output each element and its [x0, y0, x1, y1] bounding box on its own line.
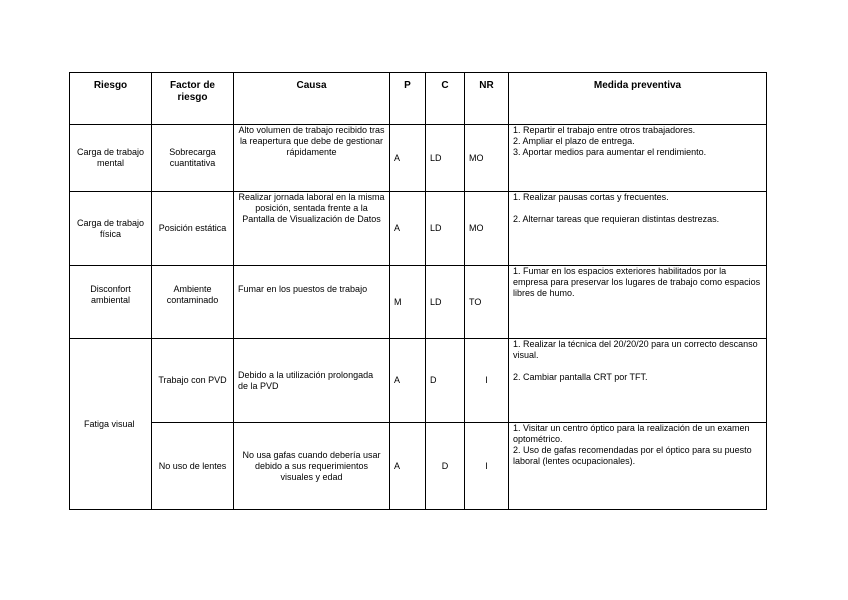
causa-cell: Fumar en los puestos de trabajo — [234, 266, 390, 339]
header-p: P — [390, 73, 426, 125]
c-cell: D — [426, 339, 465, 423]
riesgo-cell: Carga de trabajo física — [70, 192, 152, 266]
c-cell: LD — [426, 192, 465, 266]
medida-item: 1. Fumar en los espacios exteriores habilitados por la empresa para preservar los lugares de trabajo como espacios libres de humo. — [513, 266, 761, 298]
nr-cell: MO — [465, 125, 509, 192]
factor-cell: Sobrecarga cuantitativa — [152, 125, 234, 192]
medida-cell — [509, 192, 767, 266]
c-cell: LD — [426, 125, 465, 192]
causa-cell: Realizar jornada laboral en la misma posición, sentada frente a la Pantalla de Visualización de Datos — [234, 192, 390, 266]
header-riesgo: Riesgo — [70, 73, 152, 125]
c-cell: D — [426, 423, 465, 510]
c-cell: LD — [426, 266, 465, 339]
table-row — [70, 266, 767, 339]
medida-item: 2. Cambiar pantalla CRT por TFT. — [513, 372, 648, 382]
medida-item: 1. Visitar un centro óptico para la realización de un examen optométrico. — [513, 423, 750, 444]
nr-cell: I — [465, 423, 509, 510]
nr-cell: TO — [465, 266, 509, 339]
medida-item: 2. Ampliar el plazo de entrega. — [513, 136, 635, 146]
header-medida: Medida preventiva — [509, 73, 767, 125]
medida-item: 1. Realizar pausas cortas y frecuentes. — [513, 192, 669, 202]
causa-cell: Alto volumen de trabajo recibido tras la reapertura que debe de gestionar rápidamente — [234, 125, 390, 192]
p-cell: A — [390, 125, 426, 192]
header-causa: Causa — [234, 73, 390, 125]
table-row — [70, 423, 767, 510]
nr-cell: I — [465, 339, 509, 423]
medida-item: 1. Repartir el trabajo entre otros trabajadores. — [513, 125, 696, 135]
p-cell: A — [390, 423, 426, 510]
riesgo-cell: Carga de trabajo mental — [70, 125, 152, 192]
p-cell: A — [390, 339, 426, 423]
factor-cell: Trabajo con PVD — [152, 339, 234, 423]
table-row — [70, 339, 767, 423]
p-cell: A — [390, 192, 426, 266]
table-row — [70, 125, 767, 192]
nr-cell: MO — [465, 192, 509, 266]
factor-cell: Ambiente contaminado — [152, 266, 234, 339]
causa-cell: Debido a la utilización prolongada de la PVD — [234, 339, 390, 423]
medida-item: 2. Alternar tareas que requieran distintas destrezas. — [513, 214, 720, 224]
medida-item: 1. Realizar la técnica del 20/20/20 para un correcto descanso visual. — [513, 339, 758, 360]
medida-item: 3. Aportar medios para aumentar el rendimiento. — [513, 147, 707, 157]
header-nr: NR — [465, 73, 509, 125]
risk-assessment-table — [69, 72, 767, 510]
header-c: C — [426, 73, 465, 125]
p-cell: M — [390, 266, 426, 339]
factor-cell: No uso de lentes — [152, 423, 234, 510]
medida-cell — [509, 266, 767, 339]
causa-cell: No usa gafas cuando debería usar debido a sus requerimientos visuales y edad — [234, 423, 390, 510]
table-row — [70, 192, 767, 266]
medida-item: 2. Uso de gafas recomendadas por el óptico para su puesto laboral (lentes ocupacionales). — [513, 445, 752, 466]
header-factor: Factor de riesgo — [152, 73, 234, 125]
riesgo-cell-fatiga: Fatiga visual — [70, 339, 152, 510]
medida-cell — [509, 339, 767, 423]
header-row — [70, 73, 767, 125]
medida-cell — [509, 423, 767, 510]
medida-cell — [509, 125, 767, 192]
riesgo-cell: Disconfort ambiental — [70, 266, 152, 339]
factor-cell: Posición estática — [152, 192, 234, 266]
